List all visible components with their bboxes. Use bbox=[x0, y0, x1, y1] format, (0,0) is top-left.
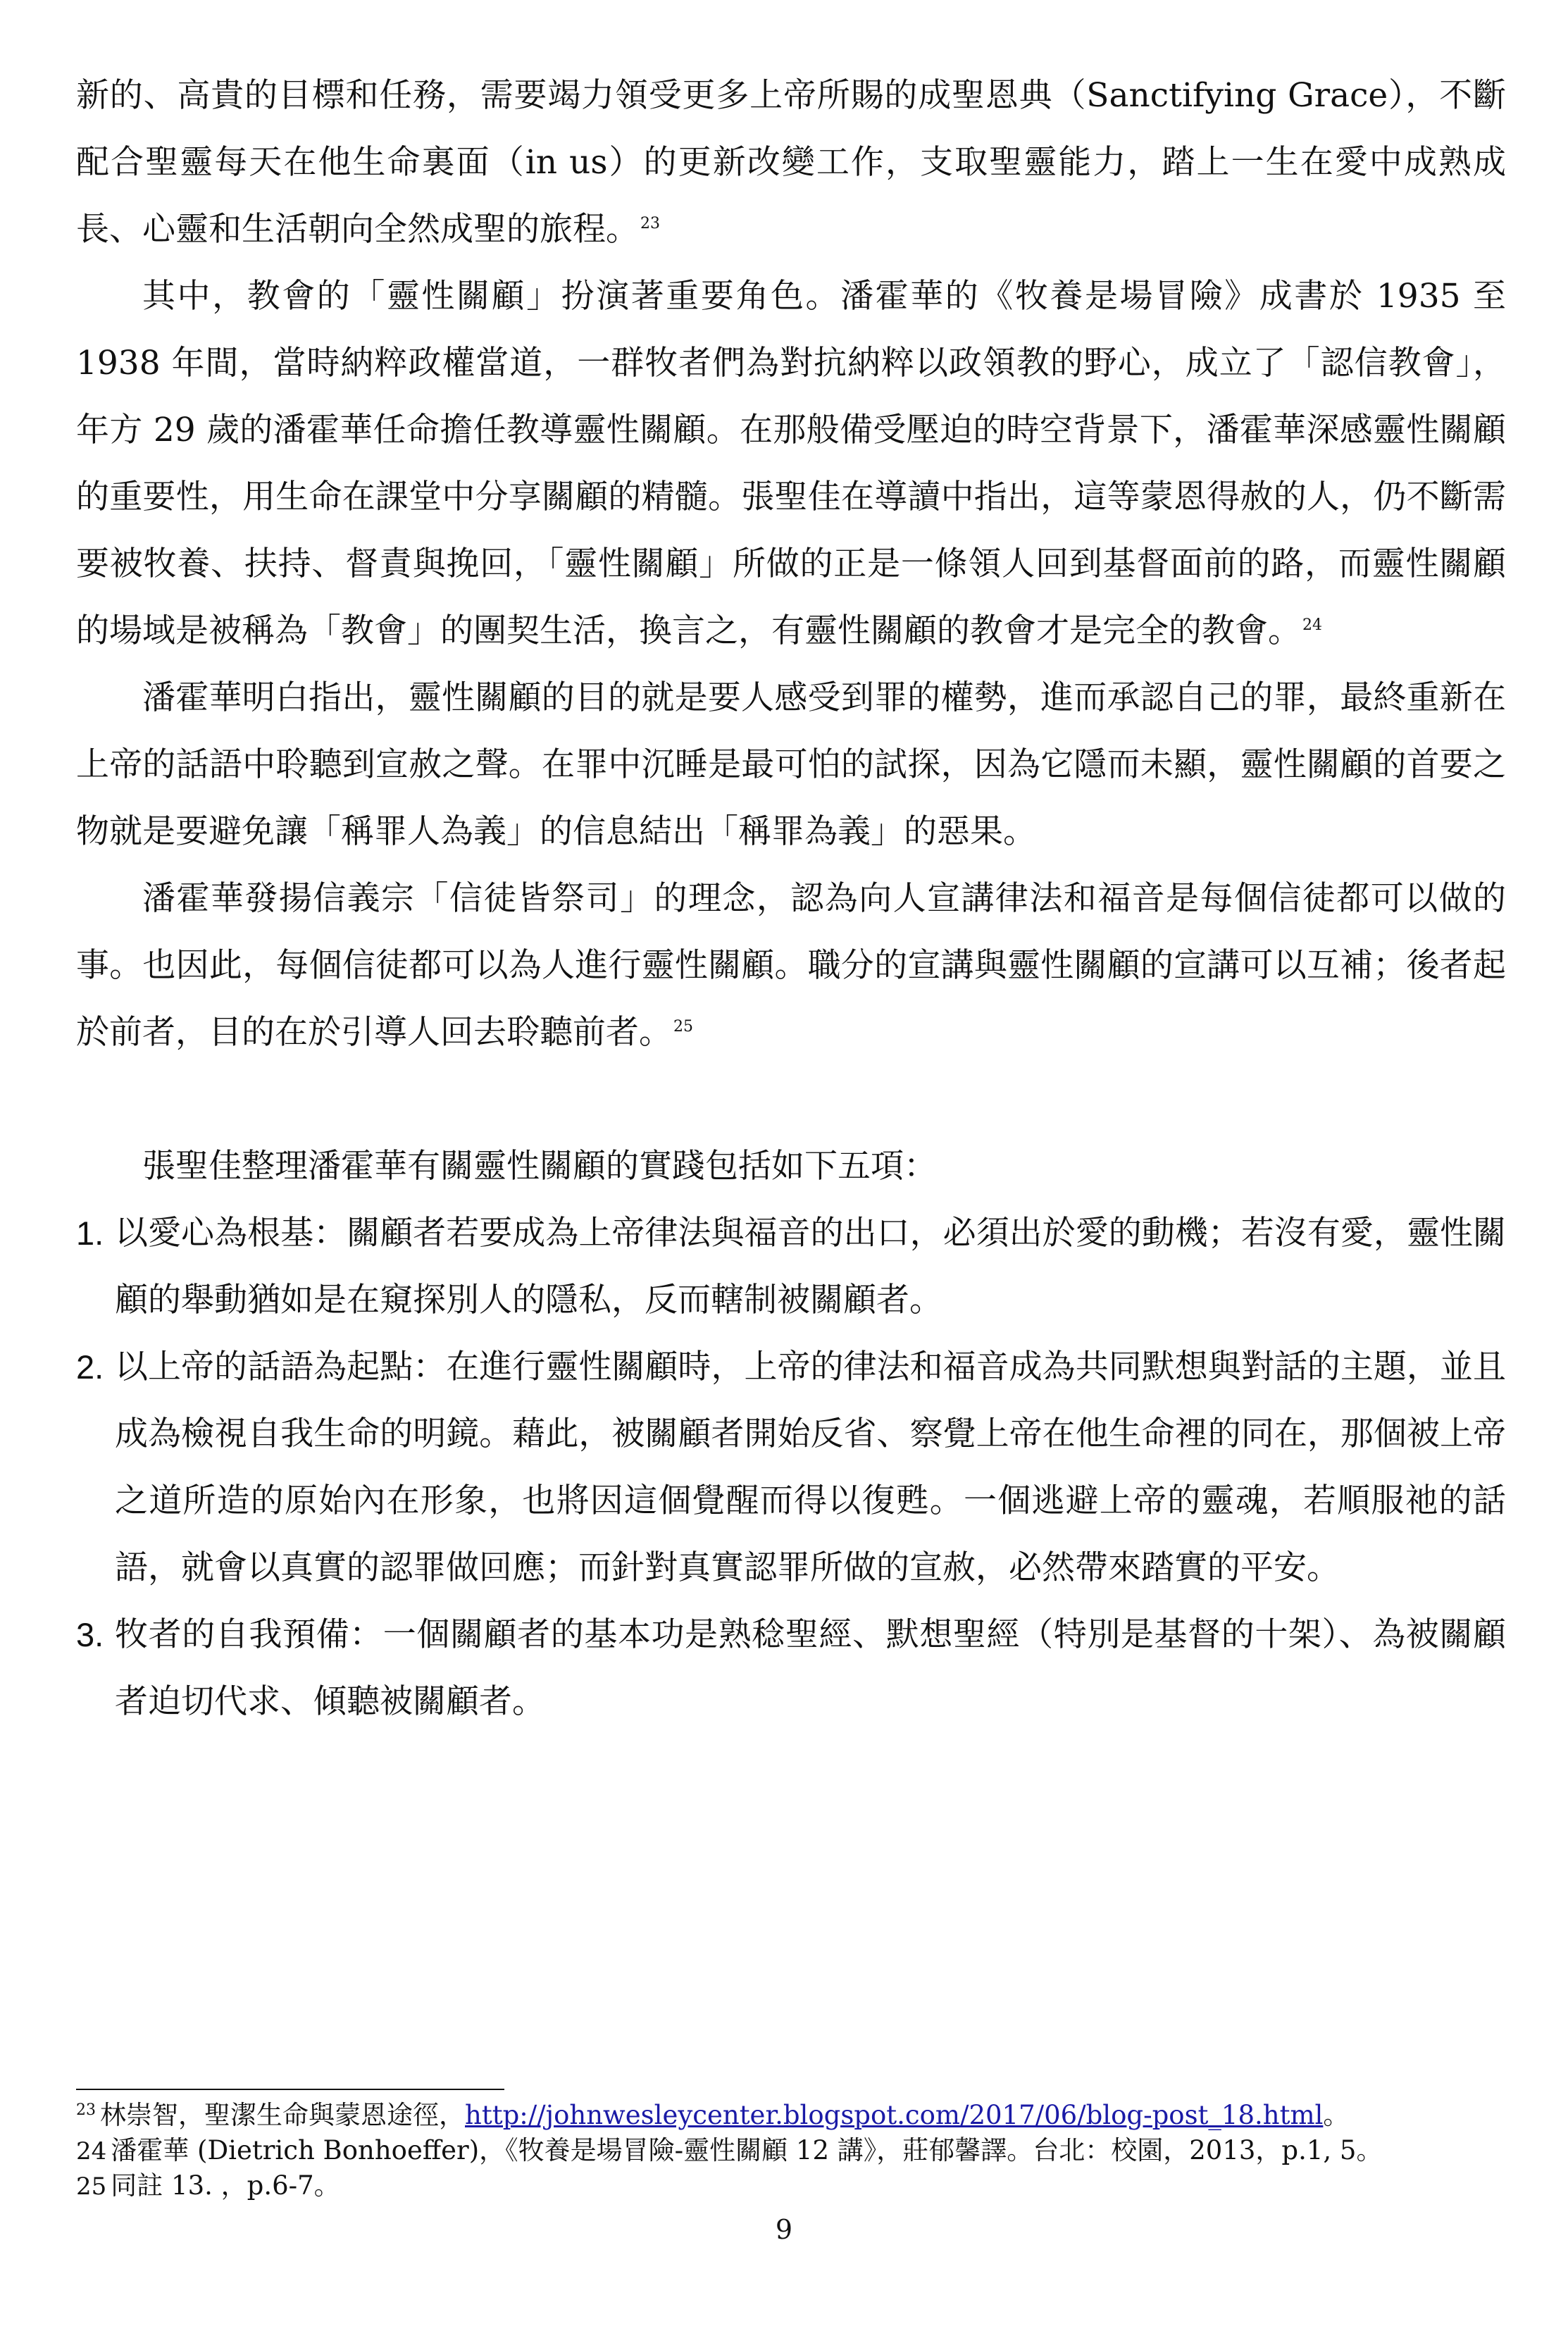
list-item bbox=[76, 1334, 1506, 1601]
footnote-ref-23[interactable]: 23 bbox=[640, 215, 660, 233]
footnote-text-end: 。 bbox=[1323, 2100, 1350, 2130]
list-item-text: 以愛心為根基：關顧者若要成為上帝律法與福音的出口，必須出於愛的動機；若沒有愛，靈性關顧的舉動猶如是在窺探別人的隱私，反而轄制被關顧者。 bbox=[115, 1214, 1506, 1319]
paragraph-3-text: 潘霍華明白指出，靈性關顧的目的就是要人感受到罪的權勢，進而承認自己的罪，最終重新在上帝的話語中聆聽到宣赦之聲。在罪中沉睡是最可怕的試探，因為它隱而未顯，靈性關顧的首要之物就是要避免讓「稱罪人為義」的信息結出「稱罪為義」的惡果。 bbox=[76, 678, 1506, 851]
page-number: 9 bbox=[775, 2214, 793, 2245]
paragraph-1 bbox=[76, 62, 1506, 263]
list-item-text: 以上帝的話語為起點：在進行靈性關顧時，上帝的律法和福音成為共同默想與對話的主題，並且成為檢視自我生命的明鏡。藉此，被關顧者開始反省、察覺上帝在他生命裡的同在，那個被上帝之道所造的原始內在形象，也將因這個覺醒而得以復甦。一個逃避上帝的靈魂，若順服祂的話語，就會以真實的認罪做回應；而針對真實認罪所做的宣赦，必然帶來踏實的平安。 bbox=[115, 1348, 1506, 1587]
paragraph-2-text: 其中，教會的「靈性關顧」扮演著重要角色。潘霍華的《牧養是場冒險》成書於 1935 至 1938 年間，當時納粹政權當道，一群牧者們為對抗納粹以政領教的野心，成立了「認信教會」，年方 29 歲的潘霍華任命擔任教導靈性關顧。在那般備受壓迫的時空背景下，潘霍華深感靈性關顧的重要性，用生命在課堂中分享關顧的精髓。張聖佳在導讀中指出，這等蒙恩得赦的人，仍不斷需要被牧養、扶持、督責與挽回，「靈性關顧」所做的正是一條領人回到基督面前的路，而靈性關顧的場域是被稱為「教會」的團契生活，換言之，有靈性關顧的教會才是完全的教會。 bbox=[76, 277, 1506, 650]
body-text bbox=[76, 62, 1506, 1735]
footnote-mark: 25 bbox=[76, 2173, 107, 2201]
list-item-number: 2. bbox=[76, 1348, 104, 1386]
paragraph-4-text: 潘霍華發揚信義宗「信徒皆祭司」的理念，認為向人宣講律法和福音是每個信徒都可以做的事。也因此，每個信徒都可以為人進行靈性關顧。職分的宣講與靈性關顧的宣講可以互補；後者起於前者，目的在於引導人回去聆聽前者。 bbox=[76, 879, 1506, 1052]
footnote-text: 同註 13. ，p.6-7。 bbox=[111, 2170, 340, 2201]
footnote-text: 林崇智，聖潔生命與蒙恩途徑， bbox=[100, 2100, 465, 2130]
footnote-24 bbox=[76, 2133, 1506, 2168]
list-intro: 張聖佳整理潘霍華有關靈性關顧的實踐包括如下五項： bbox=[142, 1147, 937, 1186]
footnotes bbox=[76, 2098, 1506, 2203]
footnote-mark: 23 bbox=[76, 2101, 96, 2119]
list-item-number: 1. bbox=[76, 1214, 104, 1252]
footnote-separator bbox=[76, 2089, 504, 2090]
list-item bbox=[76, 1200, 1506, 1334]
footnote-mark: 24 bbox=[76, 2137, 107, 2165]
list-item-number: 3. bbox=[76, 1616, 104, 1653]
footnote-text: 潘霍華 (Dietrich Bonhoeffer)，《牧養是場冒險-靈性關顧 12 講》，莊郁馨譯。台北：校園，2013，p.1, 5。 bbox=[111, 2135, 1383, 2165]
footnote-link[interactable]: http://johnwesleycenter.blogspot.com/2017/06/blog-post_18.html bbox=[465, 2100, 1324, 2130]
paragraph-1-text: 新的、高貴的目標和任務，需要竭力領受更多上帝所賜的成聖恩典（Sanctifying Grace），不斷配合聖靈每天在他生命裏面（in us）的更新改變工作，支取聖靈能力，踏上一生在愛中成熟成長、心靈和生活朝向全然成聖的旅程。 bbox=[76, 76, 1506, 249]
paragraph-3 bbox=[76, 664, 1506, 865]
practice-list bbox=[76, 1200, 1506, 1735]
footnote-25 bbox=[76, 2168, 1506, 2203]
blank-line bbox=[76, 1066, 1506, 1133]
paragraph-2 bbox=[76, 263, 1506, 664]
list-item-text: 牧者的自我預備：一個關顧者的基本功是熟稔聖經、默想聖經（特別是基督的十架）、為被關顧者迫切代求、傾聽被關顧者。 bbox=[115, 1615, 1506, 1721]
list-item bbox=[76, 1601, 1506, 1735]
paragraph-4 bbox=[76, 865, 1506, 1066]
footnote-23 bbox=[76, 2098, 1506, 2133]
footnote-ref-24[interactable]: 24 bbox=[1302, 616, 1322, 635]
footnote-ref-25[interactable]: 25 bbox=[673, 1018, 693, 1036]
